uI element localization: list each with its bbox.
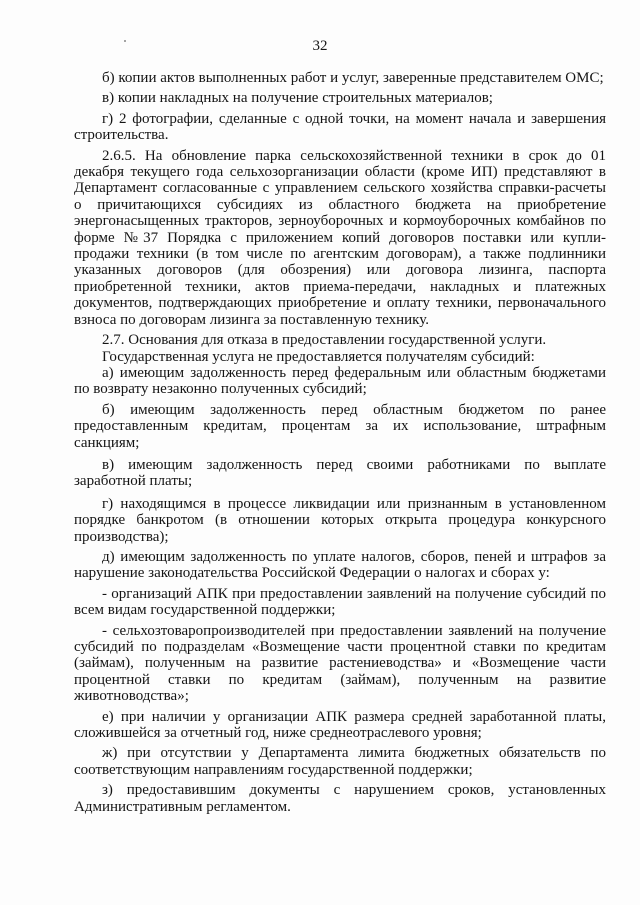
paragraph-b-acts: б) копии актов выполненных работ и услуг, заверенные представителем ОМС; (102, 70, 604, 86)
paragraph-g-liquidation: г) находящимся в процессе ликвидации или признанным в установленном порядке банкротом (в отношении которых открыта процедура конкурсного производства); (74, 495, 606, 545)
paragraph-2-7-heading: 2.7. Основания для отказа в предоставлении государственной услуги. (102, 332, 547, 349)
paragraph-2-6-5: 2.6.5. На обновление парка сельскохозяйственной техники в срок до 01 декабря текущего года сельхозорганизации области (кроме ИП) представляют в Департамент согласованные с управлением сельского хозяйства справки-расчеты о причитающихся субсидиях из областного бюджета на приобретение энергонасыщенных тракторов, зерноуборочных и кормоуборочных комбайнов по форме №37 Порядка с приложением копий договоров поставки или купли-продажи техники (в том числе по агентским договорам), а также подлинники указанных договоров (для обозрения) или договора лизинга, паспорта приобретенной техники, актов приема-передачи, накладных и платежных документов, подтверждающих приобретение и оплату техники, первоначального взноса по договорам лизинга за поставленную технику. (74, 147, 606, 328)
paragraph-v-debt-wages: в) имеющим задолженность перед своими работниками по выплате заработной платы; (74, 456, 606, 490)
paragraph-d-debt-taxes: д) имеющим задолженность по уплате налогов, сборов, пеней и штрафов за нарушение законодательства Российской Федерации о налогах и сборах у: (74, 548, 606, 582)
paragraph-dash-producers: - сельхозтоваропроизводителей при предоставлении заявлений на получение субсидий по подразделам «Возмещение части процентной ставки по кредитам (займам), полученным на развитие растениеводства» и «Возмещение части процентной ставки по кредитам (займам), полученным на развитие животноводства»; (74, 622, 606, 705)
paragraph-b-debt-credits: б) имеющим задолженность перед областным бюджетом по ранее предоставленным кредитам, процентам за их использование, штрафным санкциям; (74, 401, 606, 451)
paragraph-e-salary: е) при наличии у организации АПК размера средней заработанной платы, сложившейся за отчетный год, ниже среднеотраслевого уровня; (74, 708, 606, 742)
paragraph-z-deadlines: з) предоставившим документы с нарушением сроков, установленных Административным регламентом. (74, 782, 606, 815)
paragraph-not-provided: Государственная услуга не предоставляется получателям субсидий: (102, 348, 535, 365)
paragraph-a-debt-budget: а) имеющим задолженность перед федеральным или областным бюджетами по возврату незаконно полученных субсидий; (74, 364, 606, 398)
paragraph-dash-apk: - организаций АПК при предоставлении заявлений на получение субсидий по всем видам государственной поддержки; (74, 585, 606, 619)
paragraph-v-invoices: в) копии накладных на получение строительных материалов; (102, 90, 493, 107)
page-number: 32 (312, 38, 328, 54)
document-body (74, 70, 606, 815)
paragraph-g-photos: г) 2 фотографии, сделанные с одной точки, на момент начала и завершения строительства. (74, 110, 606, 144)
paragraph-zh-limits: ж) при отсутствии у Департамента лимита бюджетных обязательств по соответствующим направлениям государственной поддержки; (74, 745, 606, 778)
